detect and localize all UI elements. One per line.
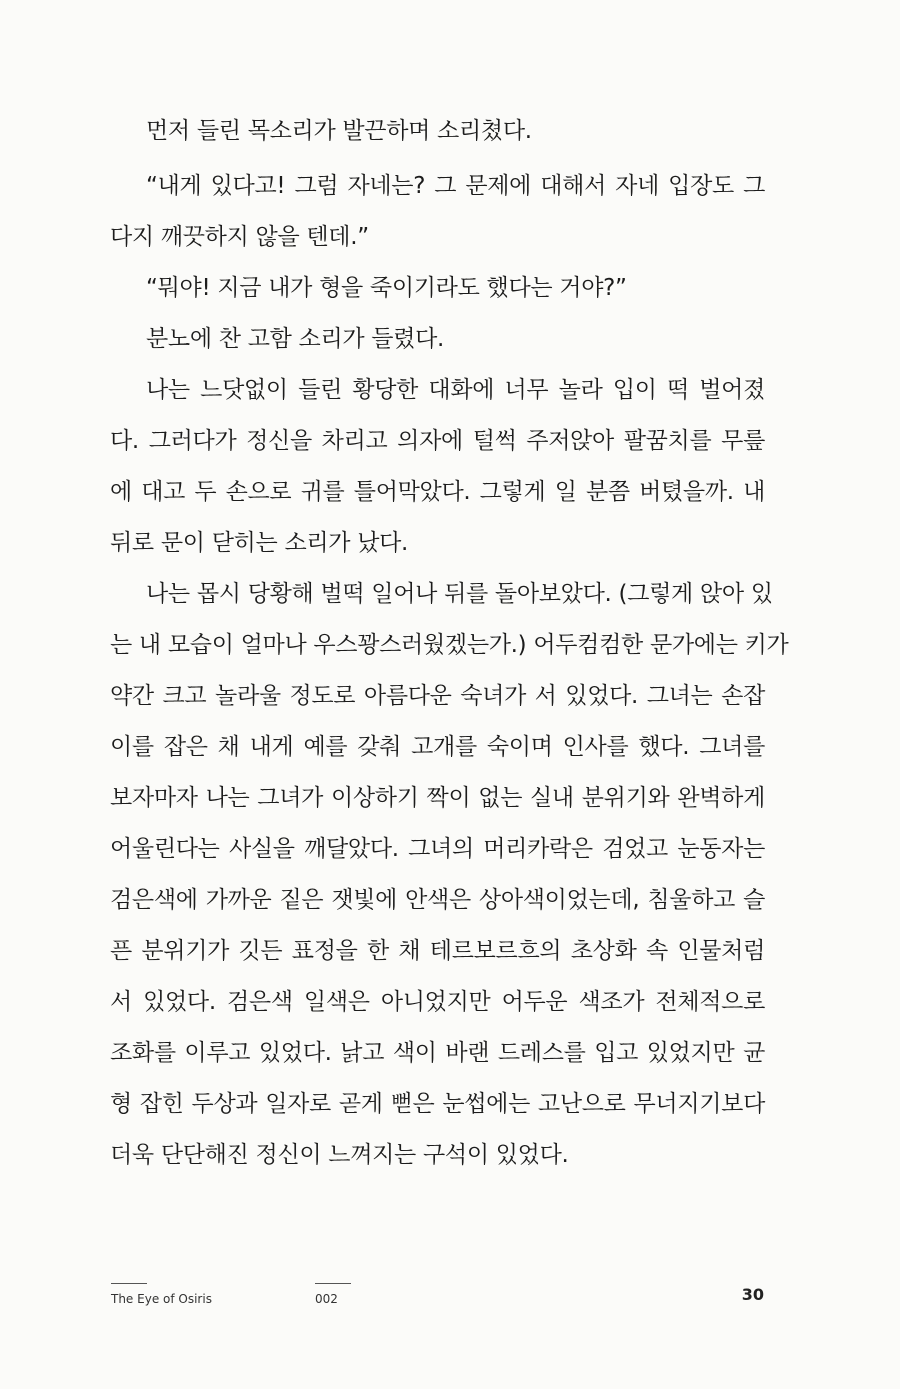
text-line-2: “내게 있다고! 그럼 자네는? 그 문제에 대해서 자네 입장도 그 (146, 173, 765, 199)
text-line-10: 나는 몹시 당황해 벌떡 일어나 뒤를 돌아보았다. (그렇게 앉아 있 (146, 581, 773, 607)
text-line-9: 뒤로 문이 닫히는 소리가 났다. (110, 530, 409, 556)
page-number: 30 (741, 1285, 764, 1304)
text-line-18: 서 있었다. 검은색 일색은 아니었지만 어두운 색조가 전체적으로 (110, 989, 765, 1015)
text-line-21: 더욱 단단해진 정신이 느껴지는 구석이 있었다. (110, 1142, 569, 1168)
footer-chapter-number: 002 (315, 1292, 338, 1306)
text-line-4: “뭐야! 지금 내가 형을 죽이기라도 했다는 거야?” (146, 275, 627, 301)
text-line-1: 먼저 들린 목소리가 발끈하며 소리쳤다. (146, 118, 532, 144)
text-line-12: 약간 크고 놀라울 정도로 아름다운 숙녀가 서 있었다. 그녀는 손잡 (110, 683, 765, 709)
footer-rule-title (111, 1283, 147, 1284)
footer-book-title: The Eye of Osiris (111, 1292, 212, 1306)
text-line-17: 픈 분위기가 깃든 표정을 한 채 테르보르흐의 초상화 속 인물처럼 (110, 938, 765, 964)
text-line-13: 이를 잡은 채 내게 예를 갖춰 고개를 숙이며 인사를 했다. 그녀를 (110, 734, 765, 760)
text-line-7: 다. 그러다가 정신을 차리고 의자에 털썩 주저앉아 팔꿈치를 무릎 (110, 428, 765, 454)
text-line-5: 분노에 찬 고함 소리가 들렸다. (146, 326, 445, 352)
text-line-11: 는 내 모습이 얼마나 우스꽝스러웠겠는가.) 어두컴컴한 문가에는 키가 (110, 632, 789, 658)
text-line-8: 에 대고 두 손으로 귀를 틀어막았다. 그렇게 일 분쯤 버텼을까. 내 (110, 479, 765, 505)
text-line-19: 조화를 이루고 있었다. 낡고 색이 바랜 드레스를 입고 있었지만 균 (110, 1040, 765, 1066)
footer-rule-chapter (315, 1283, 351, 1284)
text-line-20: 형 잡힌 두상과 일자로 곧게 뻗은 눈썹에는 고난으로 무너지기보다 (110, 1091, 765, 1117)
text-line-6: 나는 느닷없이 들린 황당한 대화에 너무 놀라 입이 떡 벌어졌 (146, 377, 765, 403)
text-line-3: 다지 깨끗하지 않을 텐데.” (110, 224, 369, 250)
text-line-14: 보자마자 나는 그녀가 이상하기 짝이 없는 실내 분위기와 완벽하게 (110, 785, 765, 811)
text-line-15: 어울린다는 사실을 깨달았다. 그녀의 머리카락은 검었고 눈동자는 (110, 836, 765, 862)
text-line-16: 검은색에 가까운 짙은 잿빛에 안색은 상아색이었는데, 침울하고 슬 (110, 887, 765, 913)
